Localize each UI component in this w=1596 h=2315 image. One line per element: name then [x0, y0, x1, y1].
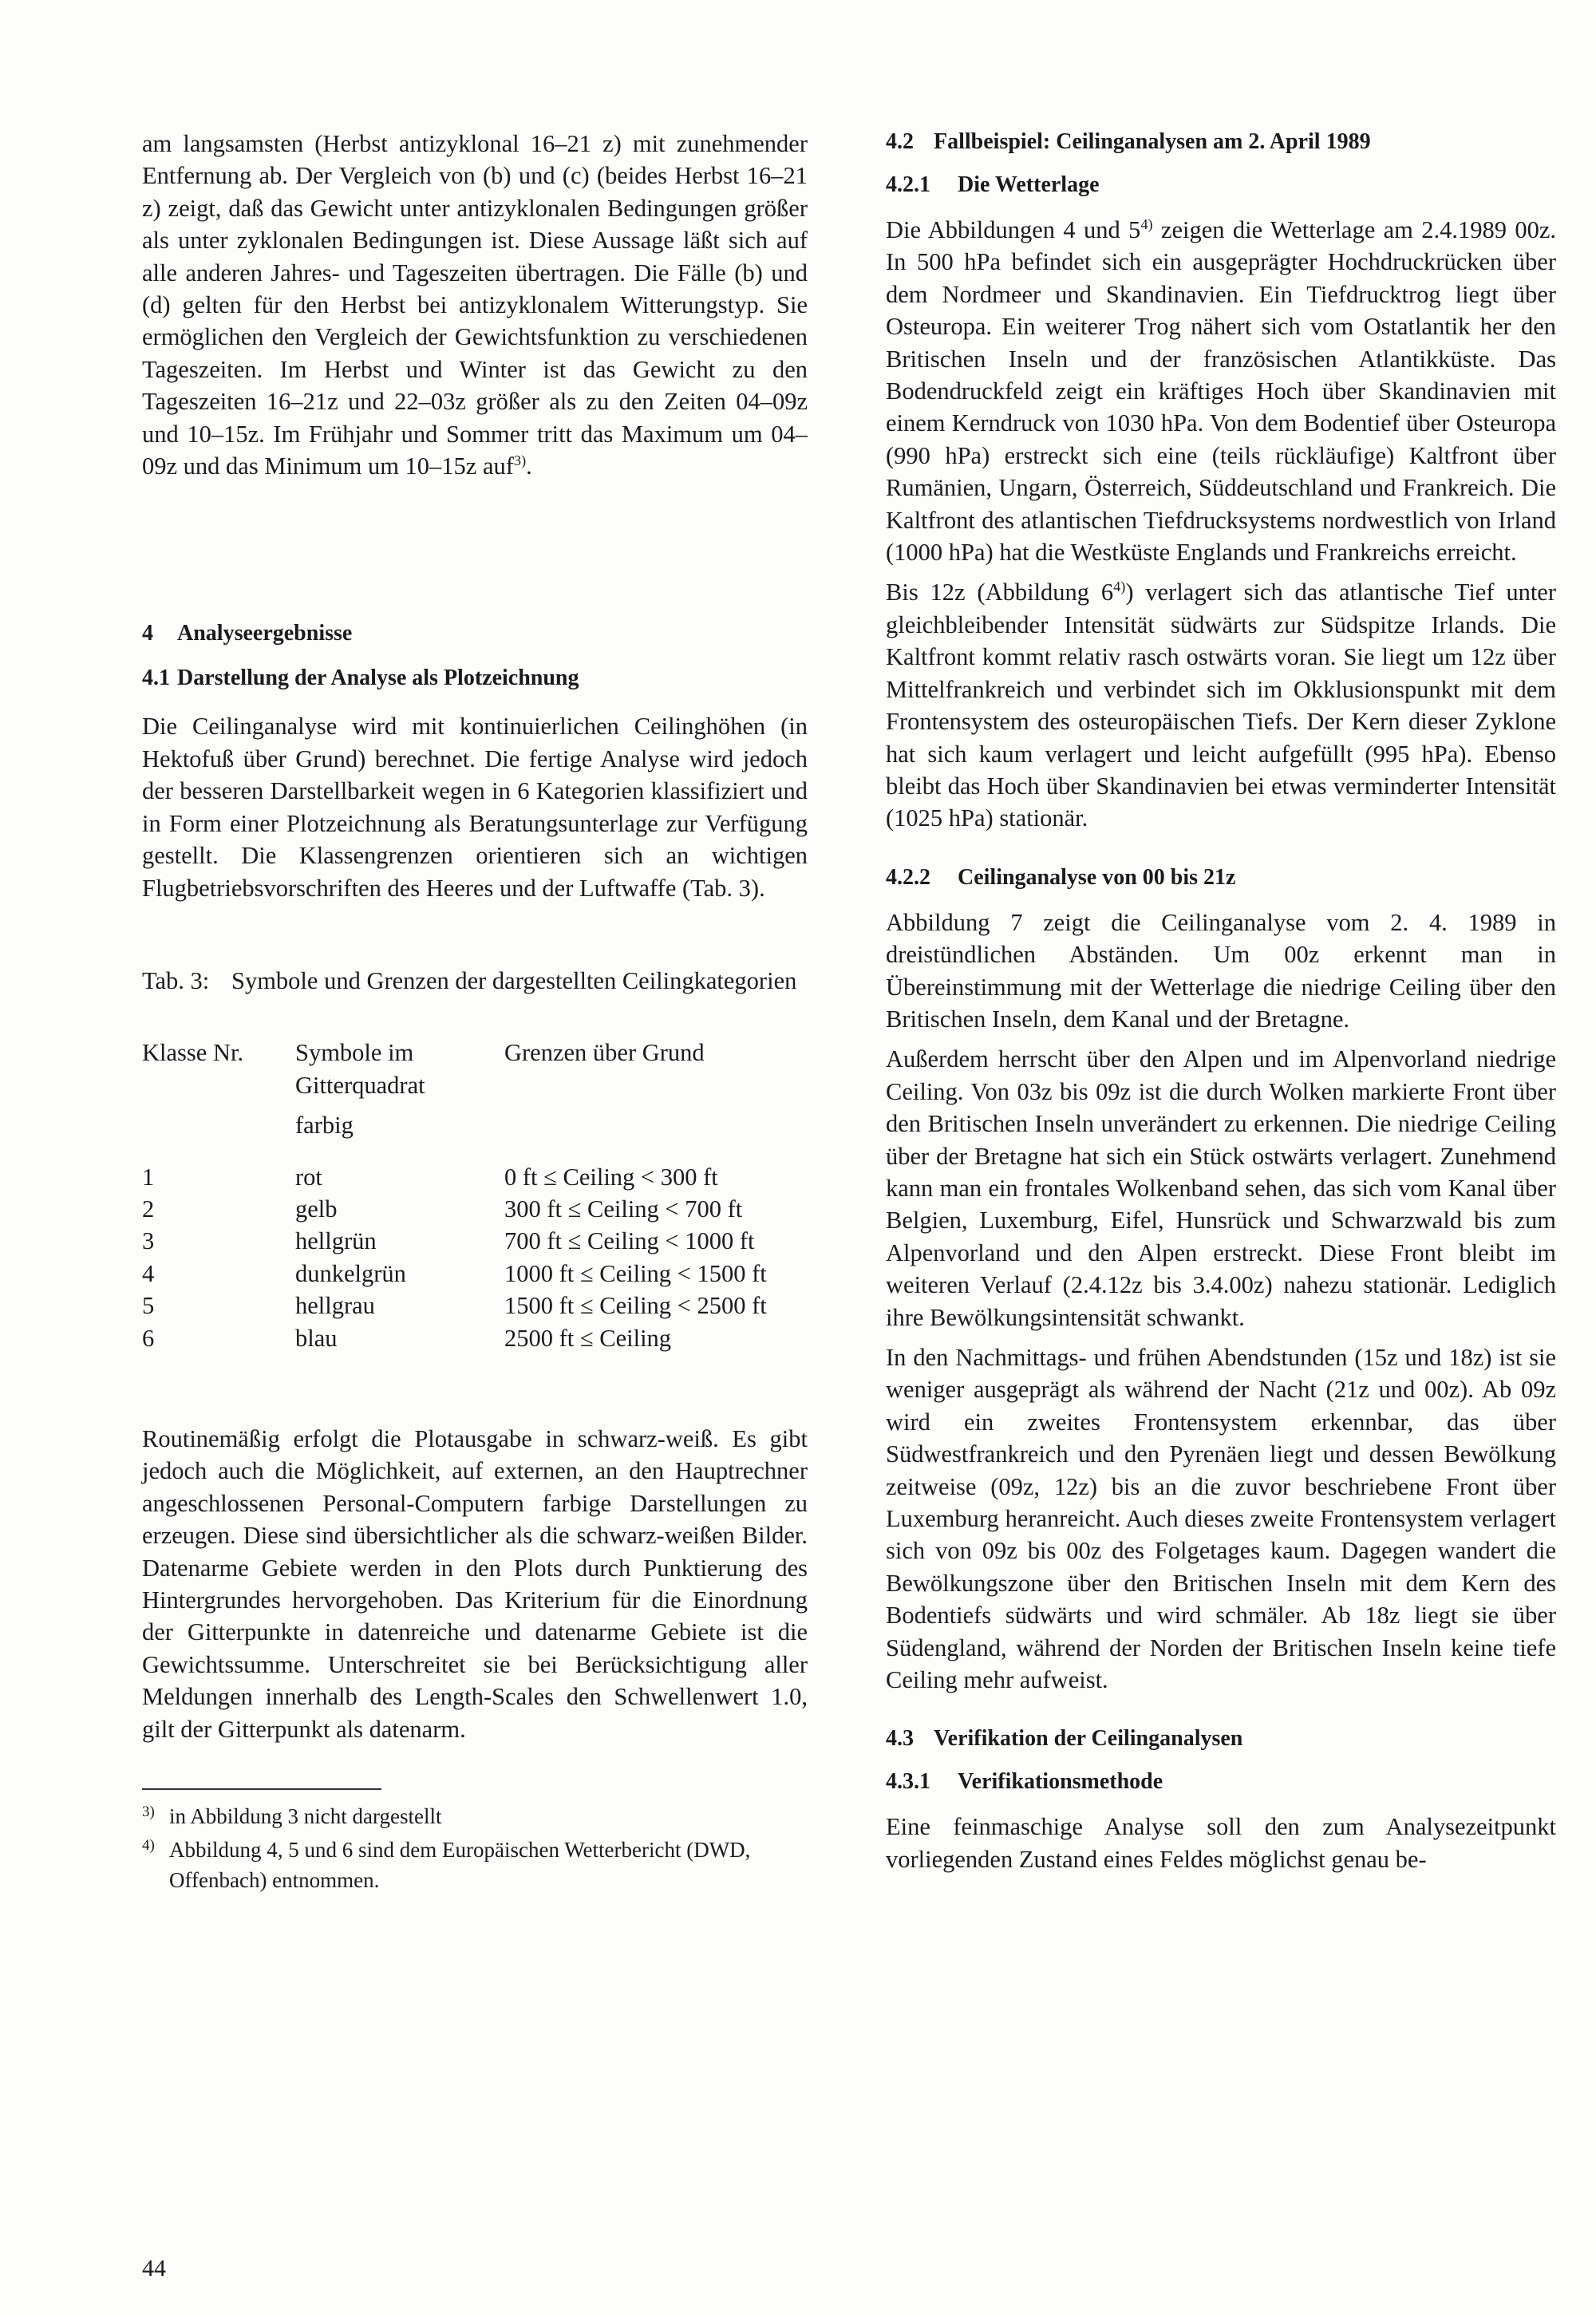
class-color: rot — [295, 1163, 322, 1191]
footnote-3: 3) in Abbildung 3 nicht dargestellt — [142, 1803, 442, 1829]
heading-4-3-1: 4.3.1 Verifikationsmethode — [886, 1769, 1163, 1795]
class-color: blau — [295, 1324, 338, 1352]
paragraph-4-2-2-c: In den Nachmittags- und frühen Abendstunden (15z und 18z) ist sie weniger ausgeprägt als während der Nacht (21z und 00z). Ab 09z wird ein zweites Frontensystem erkennbar, das über Südwestfrankreich und den Pyrenäen liegt und dessen Bewölkung zeitweise (09z, 12z) bis an die zuvor beschriebene Front über Luxemburg heranreicht. Auch dieses zweite Frontensystem verlagert sich von 09z bis 00z des Folgetages kaum. Dagegen wandert die Bewölkungszone über den Britischen Inseln mit dem Kern des Bodentiefs südwärts und wird schmäler. Ab 18z liegt sie über Südengland, während der Norden der Britischen Inseln keine tiefe Ceiling mehr aufweist. — [886, 1344, 1556, 1694]
ceiling-category-table — [142, 1037, 808, 1354]
heading-4-2: 4.2 Fallbeispiel: Ceilinganalysen am 2. April 1989 — [886, 129, 1371, 154]
header-limits: Grenzen über Grund — [504, 1039, 705, 1067]
paragraph-4-3-1: Eine feinmaschige Analyse soll den zum Analysezeitpunkt vorliegenden Zustand eines Feldes möglichst genau be- — [886, 1813, 1556, 1873]
class-color: hellgrün — [295, 1227, 377, 1255]
heading-4: 4 Analyseergebnisse — [142, 621, 353, 646]
class-color: hellgrau — [295, 1292, 375, 1320]
table-header — [142, 1037, 808, 1141]
class-number: 4 — [142, 1259, 155, 1287]
paragraph-4-2-1-a: Die Abbildungen 4 und 5$^{4)}$ zeigen die Wetterlage am 2.4.1989 00z. In 500 hPa befindet sich ein ausgeprägter Hochdruckrücken über dem Nordmeer und Skandinavien. Ein Tiefdrucktrog liegt über Osteuropa. Ein weiterer Trog nähert sich vom Ostatlantik her den Britischen Inseln und der französischen Atlantikküste. Das Bodendruckfeld zeigt ein kräftiges Hoch über Skandinavien mit einem Kerndruck von 1030 hPa. Von dem Bodentief über Osteuropa (990 hPa) erstreckt sich eine (teils rückläufige) Kaltfront über Rumänien, Ungarn, Österreich, Süddeutschland und Frankreich. Die Kaltfront des atlantischen Tiefdrucksystems nordwestlich von Irland (1000 hPa) hat die Westküste Englands und Frankreichs erreicht. — [886, 215, 1556, 567]
footnote-4: 4) Abbildung 4, 5 und 6 sind dem Europäischen Wetterbericht (DWD, Offenbach) entnommen. — [142, 1837, 751, 1893]
class-range: 300 ft ≤ Ceiling < 700 ft — [504, 1195, 743, 1223]
right-column — [886, 128, 1556, 1875]
paragraph-4-2-1-b: Bis 12z (Abbildung 6$^{4)}$) verlagert sich das atlantische Tief unter gleichbleibender Intensität südwärts zur Südspitze Irlands. Die Kaltfront kommt relativ rasch ostwärts voran. Sie liegt um 12z über Mittelfrankreich und verbindet sich im Okklusionspunkt mit dem Frontensystem des osteuropäischen Tiefs. Der Kern dieser Zyklone hat sich kaum verlagert und leicht aufgefüllt (995 hPa). Ebenso bleibt das Hoch über Skandinavien bei etwas verminderter Intensität (1025 hPa) stationär. — [886, 579, 1557, 832]
paragraph-4-1: Die Ceilinganalyse wird mit kontinuierlichen Ceilinghöhen (in Hektofuß über Grund) berechnet. Die fertige Analyse wird jedoch der besseren Darstellbarkeit wegen in 6 Kategorien klassifiziert und in Form einer Plotzeichnung als Beratungsunterlage zur Verfügung gestellt. Die Klassengrenzen orientieren sich an wichtigen Flugbetriebsvorschriften des Heeres und der Luftwaffe (Tab. 3). — [142, 713, 808, 902]
class-range: 700 ft ≤ Ceiling < 1000 ft — [504, 1227, 755, 1255]
class-range: 1000 ft ≤ Ceiling < 1500 ft — [504, 1259, 767, 1287]
class-number: 6 — [142, 1324, 155, 1352]
footnote-ref-3: 3) — [513, 452, 527, 468]
class-range: 0 ft ≤ Ceiling < 300 ft — [504, 1163, 718, 1191]
heading-4-2-2: 4.2.2 Ceilinganalyse von 00 bis 21z — [886, 864, 1236, 890]
table-row — [142, 1258, 808, 1290]
table-row — [142, 1225, 808, 1257]
class-color: gelb — [295, 1195, 338, 1223]
class-range: 1500 ft ≤ Ceiling < 2500 ft — [504, 1292, 767, 1320]
heading-4-1: 4.1 Darstellung der Analyse als Plotzeichnung — [142, 666, 579, 691]
table-row — [142, 1322, 808, 1354]
class-color: dunkelgrün — [295, 1259, 406, 1287]
class-number: 5 — [142, 1292, 155, 1320]
table-caption: Tab. 3: Symbole und Grenzen der dargestellten Ceilingkategorien — [142, 966, 797, 994]
paragraph-plot: Routinemäßig erfolgt die Plotausgabe in schwarz-weiß. Es gibt jedoch auch die Möglichkeit, auf externen, an den Hauptrechner angeschlossenen Personal-Computern farbige Darstellungen zu erzeugen. Diese sind übersichtlicher als die schwarz-weißen Bilder. Datenarme Gebiete werden in den Plots durch Punktierung des Hintergrundes hervorgehoben. Das Kriterium für die Einordnung der Gitterpunkte in datenreiche und datenarme Gebiete ist die Gewichtssumme. Unterschreitet sie bei Berücksichtigung aller Meldungen innerhalb des Length-Scales den Schwellenwert 1.0, gilt der Gitterpunkt als datenarm. — [142, 1424, 808, 1743]
class-number: 2 — [142, 1195, 155, 1223]
paragraph-4-2-2-a: Abbildung 7 zeigt die Ceilinganalyse vom 2. 4. 1989 in dreistündlichen Abständen. Um 00z erkennt man in Übereinstimmung mit der Wetterlage die niedrige Ceiling über den Britischen Inseln, dem Kanal und der Bretagne. — [886, 908, 1556, 1033]
header-class-nr: Klasse Nr. — [142, 1039, 244, 1067]
table-row — [142, 1290, 808, 1321]
paragraph-4-2-2-b: Außerdem herrscht über den Alpen und im Alpenvorland niedrige Ceiling. Von 03z bis 09z ist die durch Wolken markierte Front über den Britischen Inseln unverändert zu erkennen. Die niedrige Ceiling über der Bretagne hat sich ein Stück ostwärts verlagert. Zunehmend kann man ein frontales Wolkenband sehen, das sich vom Kanal über Belgien, Luxemburg, Eifel, Hunsrück und Schwarzwald bis zum Alpenvorland und den Alpen erstreckt. Diese Front bleibt im weiteren Verlauf (2.4.12z bis 3.4.00z) nahezu stationär. Lediglich ihre Bewölkungsintensität schwankt. — [886, 1045, 1556, 1331]
header-symbols: Symbole im Gitterquadrat farbig — [295, 1039, 425, 1140]
left-column — [142, 128, 808, 1895]
class-number: 3 — [142, 1227, 155, 1255]
heading-4-3: 4.3 Verifikation der Ceilinganalysen — [886, 1726, 1243, 1752]
page-number: 44 — [142, 2255, 166, 2281]
table-row — [142, 1193, 808, 1225]
table-row — [142, 1161, 808, 1193]
heading-4-2-1: 4.2.1 Die Wetterlage — [886, 172, 1100, 197]
class-range: 2500 ft ≤ Ceiling — [504, 1324, 672, 1352]
class-number: 1 — [142, 1163, 155, 1191]
paragraph-intro: am langsamsten (Herbst antizyklonal 16–21 z) mit zunehmender Entfernung ab. Der Vergleich von (b) und (c) (beides Herbst 16–21 z) zeigt, daß das Gewicht unter antizyklonalen Bedingungen größer als unter zyklonalen Bedingungen ist. Diese Aussage läßt sich auf alle anderen Jahres- und Tageszeiten übertragen. Die Fälle (b) und (d) gelten für den Herbst bei antizyklonalem Witterungstyp. Sie ermöglichen den Vergleich der Gewichtsfunktion zu verschiedenen Tageszeiten. Im Herbst und Winter ist das Gewicht zu den Tageszeiten 16–21z und 22–03z größer als zu den Zeiten 04–09z und 10–15z. Im Frühjahr und Sommer tritt das Maximum um 04–09z und das Minimum um 10–15z auf$^{3)}$. — [142, 130, 808, 480]
